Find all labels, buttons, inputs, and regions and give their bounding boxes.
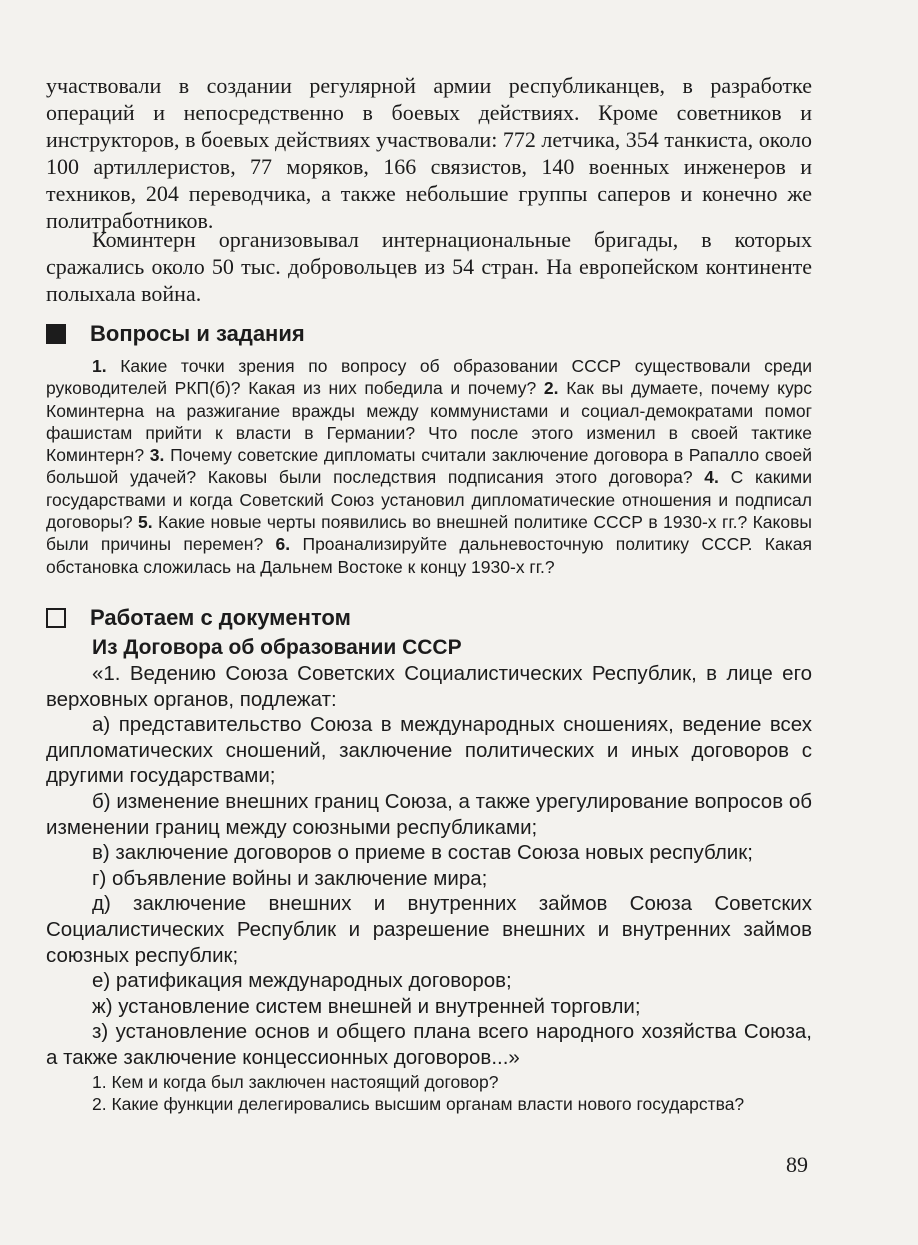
body-paragraph: участвовали в создании регулярной армии республиканцев, в разработке операций и непосредственно в боевых действиях. Кроме советников и инструкторов, в боевых действиях участвовали: 772 летчика, 354 танкиста, около 100 артиллеристов, 77 моряков, 166 связистов, 140 военных инженеров и техников, 204 переводчика, а также небольшие группы саперов и конечно же политработников. (46, 73, 812, 233)
question-text: Как вы думаете, почему курс Коминтерна на разжигание вражды между коммунистами и социал-демократами помог фашистам прийти к власти в Германии? Что после этого изменил в своей тактике Коминтерн? (46, 378, 812, 466)
document-heading-label: Работаем с документом (90, 605, 351, 630)
document-line: ж) установление систем внешней и внутренней торговли; (92, 994, 641, 1018)
task-text: Какие функции делегировались высшим органам власти нового государства? (111, 1094, 745, 1114)
document-task (46, 1093, 812, 1115)
questions-heading (46, 320, 305, 348)
document-excerpt (46, 661, 812, 1071)
task-number: 2. (92, 1094, 107, 1114)
questions-heading-label: Вопросы и задания (90, 321, 305, 346)
document-line: е) ратификация международных договоров; (92, 969, 512, 993)
empty-square-icon (46, 608, 66, 628)
question-number: 4. (704, 467, 719, 488)
question-text: Какие новые черты появились во внешней политике СССР в 1930-х гг.? Каковы были причины перемен? (46, 512, 812, 555)
question-text: Какие точки зрения по вопросу об образовании СССР существовали среди руководителей РКП(б)? Какая из них победила и почему? (46, 356, 812, 399)
document-line: «1. Ведению Союза Советских Социалистических Республик, в лице его верховных органов, подлежат: (46, 662, 812, 711)
body-paragraph: Коминтерн организовывал интернациональные бригады, в которых сражались около 50 тыс. добровольцев из 54 стран. На европейском континенте полыхала война. (46, 227, 812, 306)
document-tasks (46, 1071, 812, 1115)
task-number: 1. (92, 1072, 107, 1092)
questions-list (46, 355, 812, 578)
document-heading (46, 604, 351, 632)
question-number: 5. (137, 512, 153, 533)
question-number: 2. (543, 378, 559, 399)
document-task (46, 1071, 812, 1093)
question-number: 1. (92, 356, 107, 376)
filled-square-icon (46, 324, 66, 344)
task-text: Кем и когда был заключен настоящий договор? (111, 1072, 499, 1092)
document-line: г) объявление войны и заключение мира; (92, 866, 488, 890)
document-line: д) заключение внешних и внутренних займов Союза Советских Социалистических Республик и разрешение внешних и внутренних займов союзных республик; (46, 892, 812, 967)
question-number: 6. (275, 534, 291, 555)
question-text: Проанализируйте дальневосточную политику СССР. Какая обстановка сложилась на Дальнем Востоке к концу 1930-х гг.? (46, 534, 812, 577)
document-line: в) заключение договоров о приеме в состав Союза новых республик; (92, 841, 753, 865)
question-text: С какими государствами и когда Советский Союз установил дипломатические отношения и подписал договоры? (46, 467, 812, 533)
question-text: Почему советские дипломаты считали заключение договора в Рапалло своей большой удачей? Каковы были последствия подписания этого договора? (46, 445, 812, 488)
page-number: 89 (786, 1152, 808, 1177)
document-title: Из Договора об образовании СССР (92, 636, 462, 659)
document-line: з) установление основ и общего плана всего народного хозяйства Союза, а также заключение концессионных договоров...» (46, 1020, 812, 1069)
document-line: а) представительство Союза в международных сношениях, ведение всех дипломатических сношений, заключение политических и иных договоров с другими государствами; (46, 713, 812, 788)
document-line: б) изменение внешних границ Союза, а также урегулирование вопросов об изменении границ между союзными республиками; (46, 789, 812, 839)
question-number: 3. (149, 445, 165, 466)
